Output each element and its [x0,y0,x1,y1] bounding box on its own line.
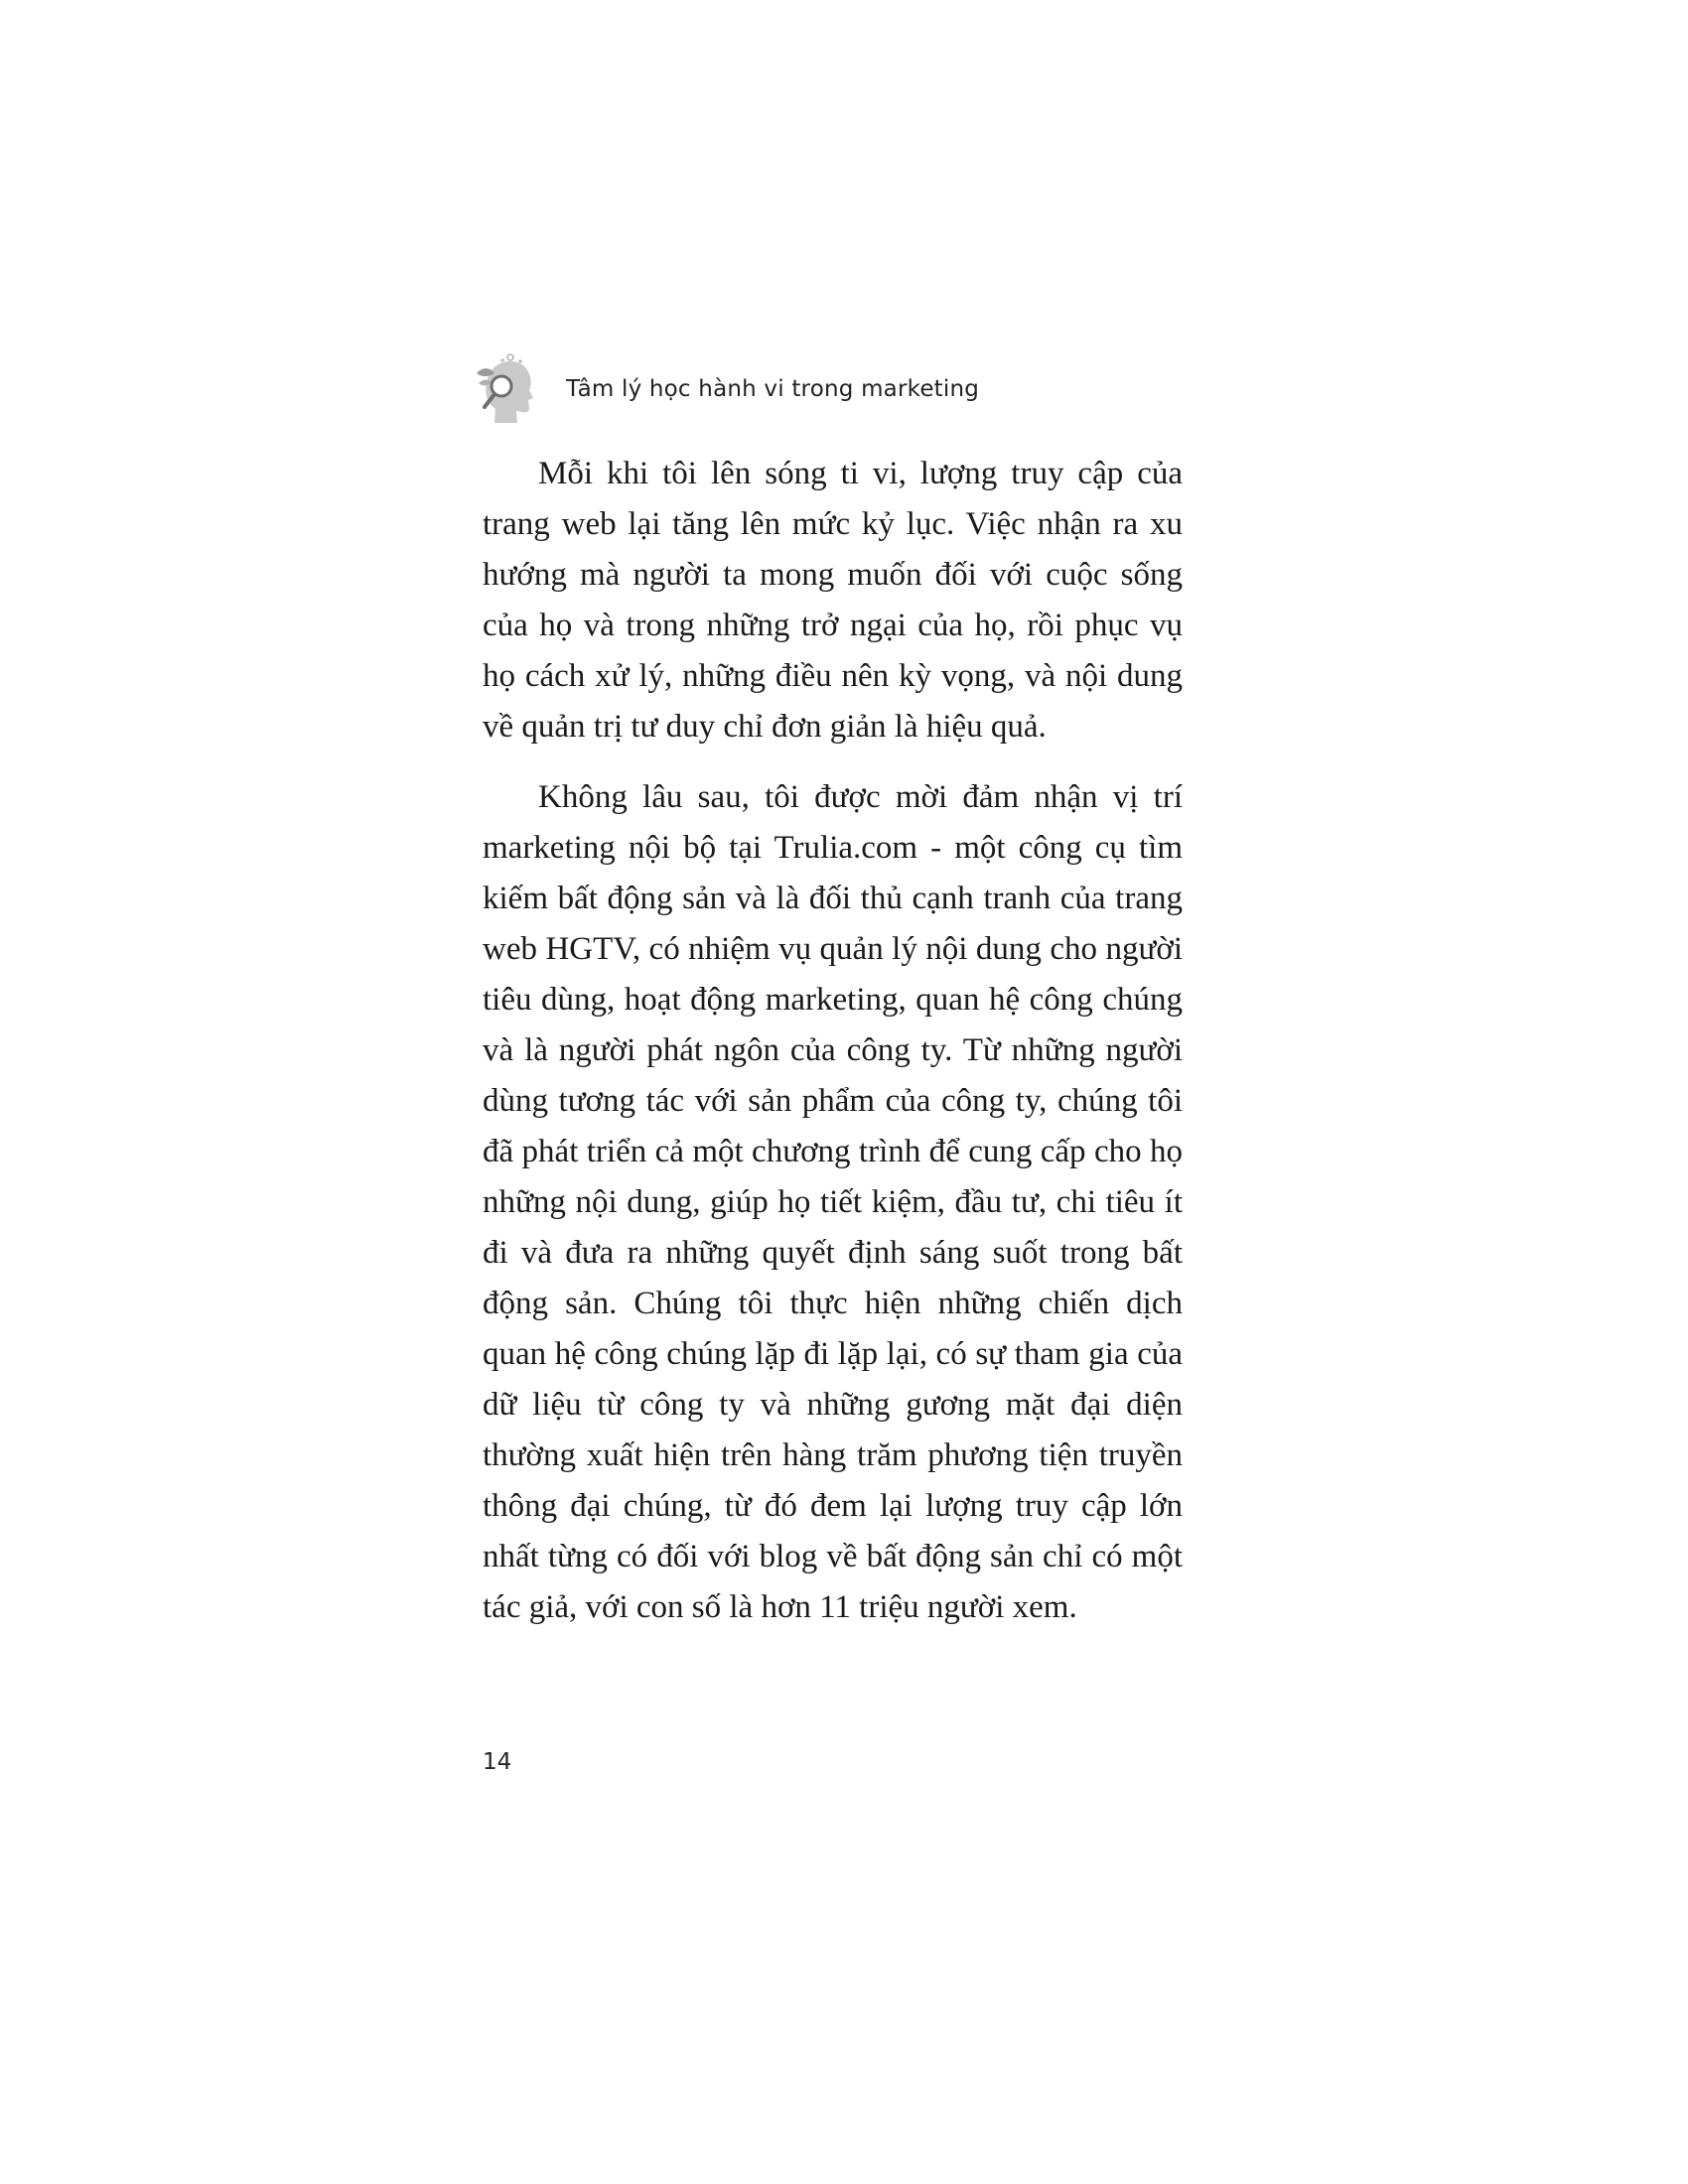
body-text [483,449,1183,1633]
paragraph: Không lâu sau, tôi được mời đảm nhận vị trí marketing nội bộ tại Trulia.com - một công cụ tìm kiếm bất động sản và là đối thủ cạnh tranh của trang web HGTV, có nhiệm vụ quản lý nội dung cho người tiêu dùng, hoạt động marketing, quan hệ công chúng và là người phát ngôn của công ty. Từ những người dùng tương tác với sản phẩm của công ty, chúng tôi đã phát triển cả một chương trình để cung cấp cho họ những nội dung, giúp họ tiết kiệm, đầu tư, chi tiêu ít đi và đưa ra những quyết định sáng suốt trong bất động sản. Chúng tôi thực hiện những chiến dịch quan hệ công chúng lặp đi lặp lại, có sự tham gia của dữ liệu từ công ty và những gương mặt đại diện thường xuất hiện trên hàng trăm phương tiện truyền thông đại chúng, từ đó đem lại lượng truy cập lớn nhất từng có đối với blog về bất động sản chỉ có một tác giả, với con số là hơn 11 triệu người xem. [483,779,1183,1625]
paragraph: Mỗi khi tôi lên sóng ti vi, lượng truy cập của trang web lại tăng lên mức kỷ lục. Việc nhận ra xu hướng mà người ta mong muốn đối với cuộc sống của họ và trong những trở ngại của họ, rồi phục vụ họ cách xử lý, những điều nên kỳ vọng, và nội dung về quản trị tư duy chỉ đơn giản là hiệu quả. [483,456,1183,745]
running-head [473,349,979,429]
head-profile-magnifier-icon [473,353,540,425]
page-number: 14 [483,1749,512,1775]
running-head-title: Tâm lý học hành vi trong marketing [566,376,980,402]
